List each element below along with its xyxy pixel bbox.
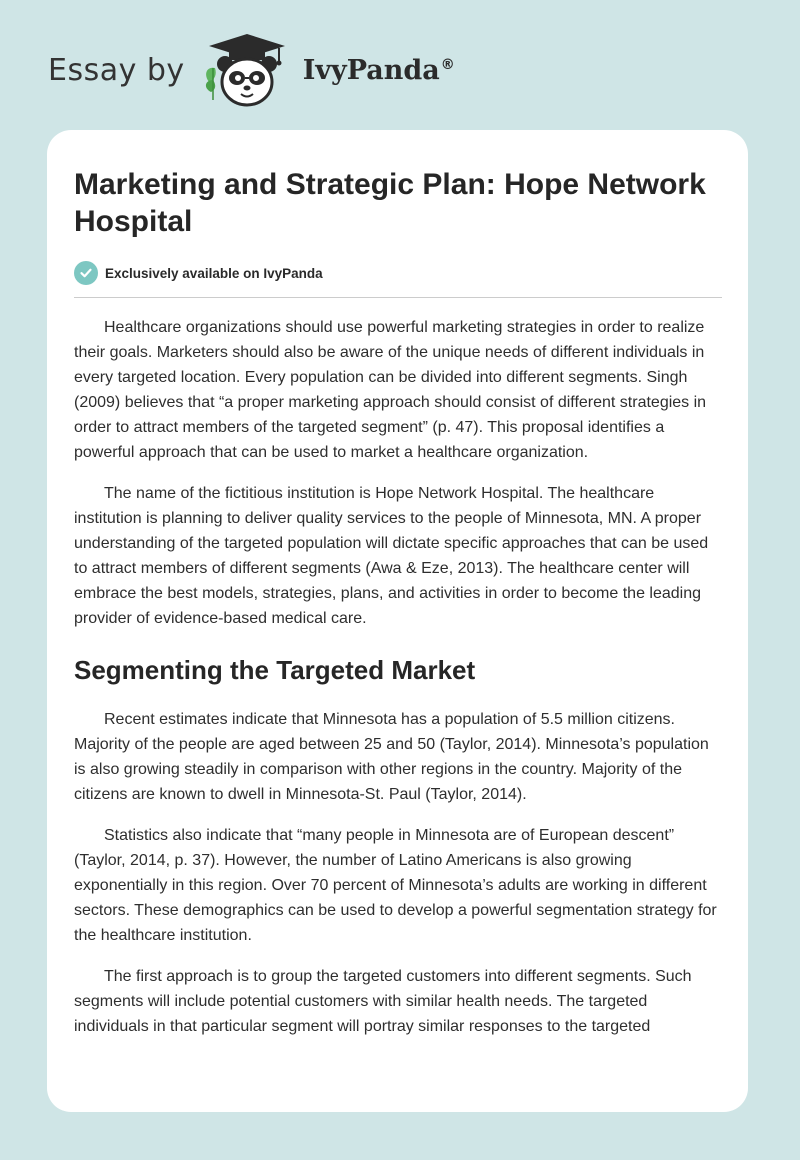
exclusive-label: Exclusively available on IvyPanda bbox=[105, 265, 323, 281]
brand-prefix: Essay by bbox=[48, 52, 185, 88]
exclusive-badge bbox=[74, 260, 722, 286]
section-paragraph-1: Recent estimates indicate that Minnesota has a population of 5.5 million citizens. Majority of the people are aged between 25 and 50 (Taylor, 2014). Minnesota’s population is also growing steadily in comparison with other regions in the country. Majority of the citizens are known to dwell in Minnesota-St. Paul (Taylor, 2014). bbox=[74, 711, 709, 803]
check-icon bbox=[74, 261, 98, 285]
brand-name bbox=[303, 55, 455, 86]
divider bbox=[74, 297, 722, 298]
section-paragraph-3: The first approach is to group the targeted customers into different segments. Such segments will include potential customers with similar health needs. The targeted individuals in that particular segment will portray similar responses to the targeted bbox=[74, 968, 692, 1035]
essay-card bbox=[47, 130, 748, 1112]
brand-name-text: IvyPanda bbox=[302, 54, 440, 86]
section-heading: Segmenting the Targeted Market bbox=[74, 655, 476, 685]
essay-title: Marketing and Strategic Plan: Hope Network Hospital bbox=[74, 168, 706, 238]
panda-logo-icon bbox=[199, 30, 295, 110]
intro-paragraph-1: Healthcare organizations should use powerful marketing strategies in order to realize their goals. Marketers should also be aware of the unique needs of different individuals in every targeted location. Every population can be divided into different segments. Singh (2009) believes that “a proper marketing approach should consist of different strategies in order to attract members of the targeted segment” (p. 47). This proposal identifies a powerful approach that can be used to market a healthcare organization. bbox=[74, 319, 707, 461]
registered-mark: ® bbox=[440, 56, 455, 73]
section-paragraph-2: Statistics also indicate that “many people in Minnesota are of European descent” (Taylor, 2014, p. 37). However, the number of Latino Americans is also growing exponentially in this region. Over 70 percent of Minnesota’s adults are working in different sectors. These demographics can be used to develop a powerful segmentation strategy for the healthcare institution. bbox=[74, 827, 717, 944]
intro-paragraph-2: The name of the fictitious institution is Hope Network Hospital. The healthcare institution is planning to deliver quality services to the people of Minnesota, MN. A proper understanding of the targeted population will dictate specific approaches that can be used to attract members of different segments (Awa & Eze, 2013). The healthcare center will embrace the best models, strategies, plans, and activities in order to become the leading provider of evidence-based medical care. bbox=[74, 485, 709, 627]
brand-header bbox=[48, 30, 455, 110]
